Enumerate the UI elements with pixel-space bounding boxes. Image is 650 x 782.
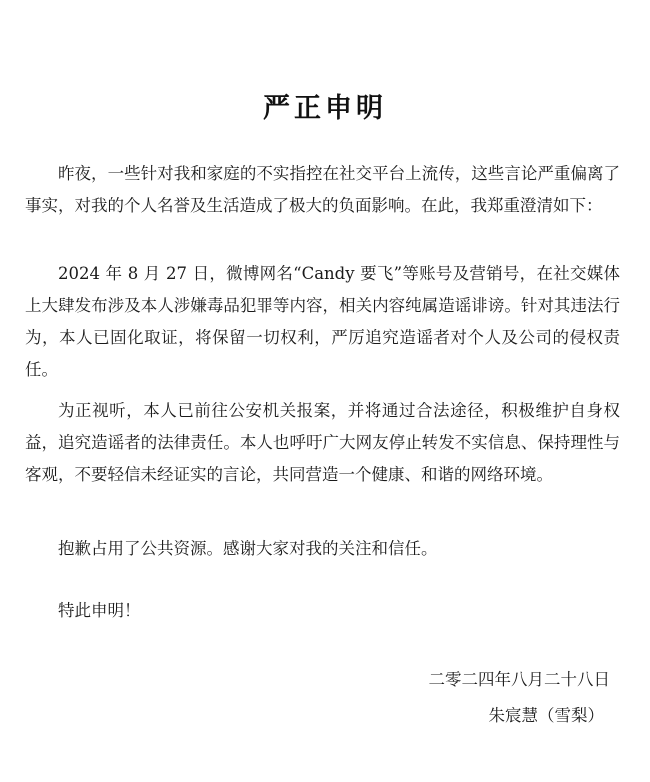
signature-name: 朱宸慧（雪梨） (488, 706, 604, 725)
paragraph-closing: 特此申明！ (58, 601, 141, 620)
paragraph-incident: 2024 年 8 月 27 日，微博网名“Candy 要飞”等账号及营销号，在社交媒体上大肆发布涉及本人涉嫌毒品犯罪等内容，相关内容纯属造谣诽谤。针对其违法行为，本人已固化取证，将保留一切权利，严厉追究造谣者对个人及公司的侵权责任。 (25, 264, 620, 379)
paragraph-apology: 抱歉占用了公共资源。感谢大家对我的关注和信任。 (58, 539, 438, 558)
paragraph-intro: 昨夜，一些针对我和家庭的不实指控在社交平台上流传，这些言论严重偏离了事实，对我的个人名誉及生活造成了极大的负面影响。在此，我郑重澄清如下： (25, 164, 620, 215)
document-title: 严正申明 (263, 93, 387, 124)
paragraph-legal-action: 为正视听，本人已前往公安机关报案，并将通过合法途径，积极维护自身权益，追究造谣者的法律责任。本人也呼吁广大网友停止转发不实信息、保持理性与客观，不要轻信未经证实的言论，共同营造一个健康、和谐的网络环境。 (25, 401, 620, 484)
signature-date: 二零二四年八月二十八日 (428, 670, 610, 689)
